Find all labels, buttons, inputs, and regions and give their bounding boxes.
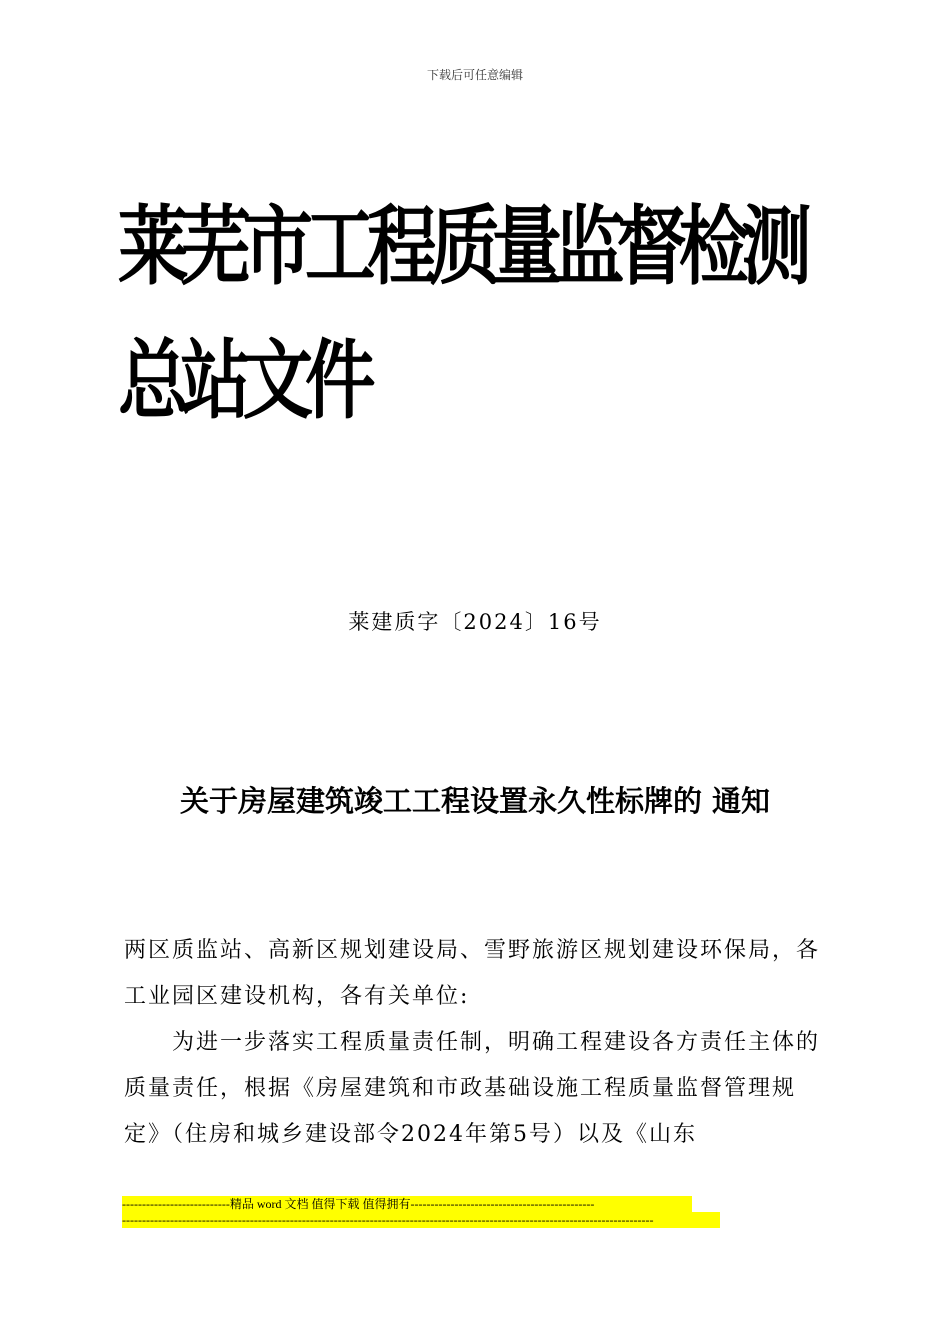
footer-line-1: ---------------------------精品 word 文档 值得下载 值得拥有---------------------------------------------- xyxy=(122,1196,692,1212)
body-paragraph: 为进一步落实工程质量责任制，明确工程建设各方责任主体的质量责任，根据《房屋建筑和市政基础设施工程质量监督管理规定》（住房和城乡建设部令2024年第5号）以及《山东 xyxy=(124,1030,821,1147)
footer-banner xyxy=(122,1196,722,1228)
recipients-paragraph: 两区质监站、高新区规划建设局、雪野旅游区规划建设环保局，各工业园区建设机构，各有关单位: xyxy=(124,938,821,1009)
footer-line-2: ------------------------------------------------------------------------------------------------------------------------------------- xyxy=(122,1212,720,1228)
notice-title: 关于房屋建筑竣工工程设置永久性标牌的 通知 xyxy=(179,784,771,818)
document-title: 莱芜市工程质量监督检测总站文件 xyxy=(118,197,804,431)
document-number: 莱建质字〔2024〕16号 xyxy=(348,610,602,634)
header-note: 下载后可任意编辑 xyxy=(426,68,523,82)
document-body xyxy=(124,928,832,1158)
